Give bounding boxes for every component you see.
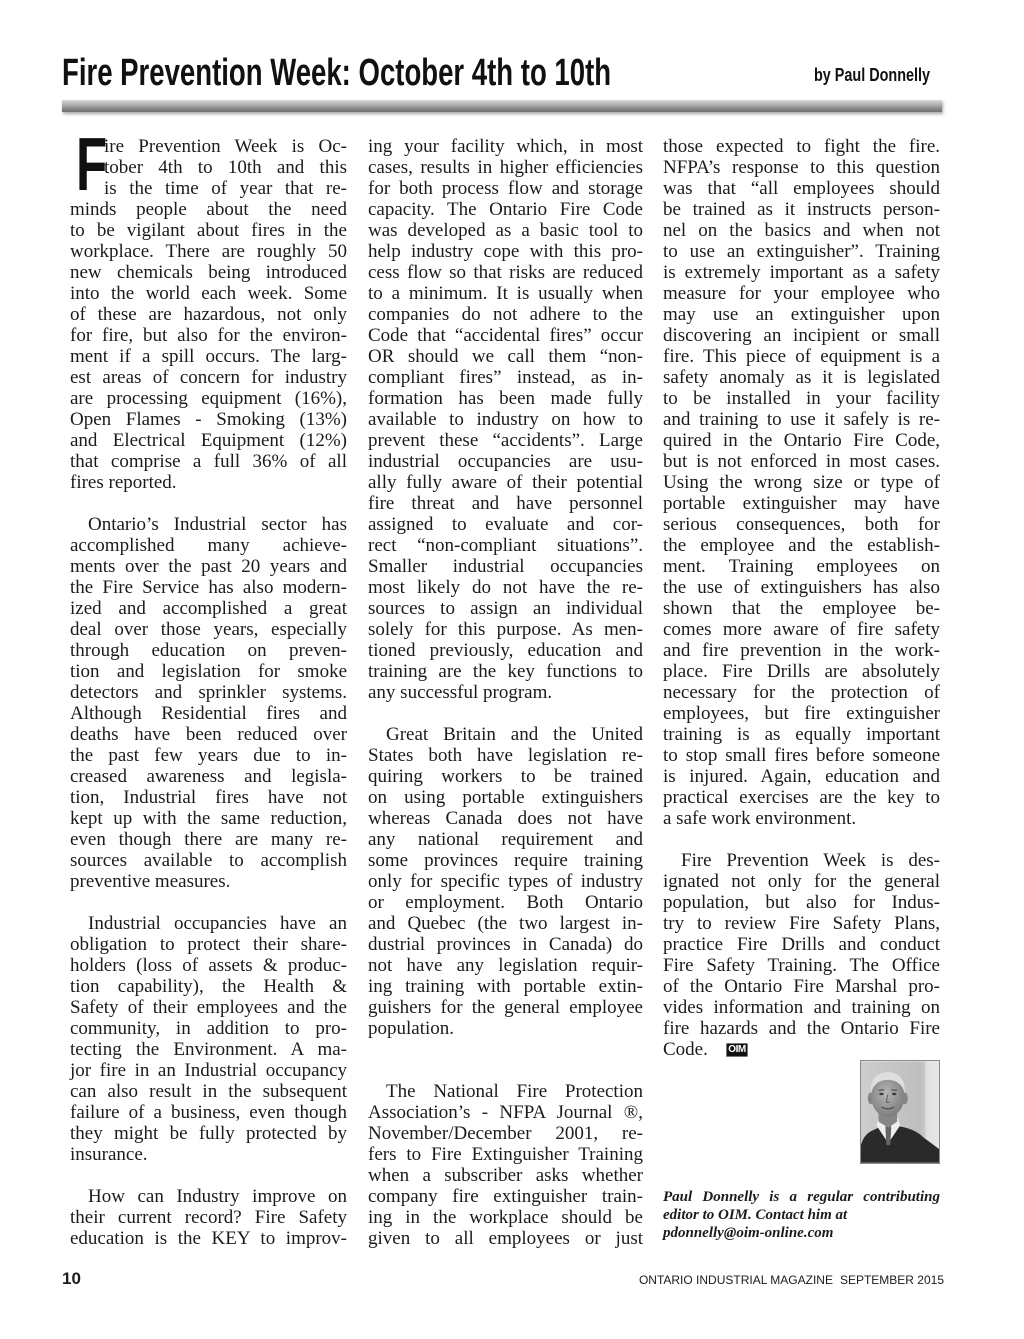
article-column-2: [368, 136, 643, 1270]
text-line: when a subscriber asks whether: [368, 1165, 643, 1186]
text-line: assigned to evaluate and cor-: [368, 514, 643, 535]
author-bio-caption: [663, 1188, 940, 1242]
text-line: the past few years due to in-: [70, 745, 347, 766]
text-line: try to review Fire Safety Plans,: [663, 913, 940, 934]
article-column-1: [70, 122, 347, 1270]
text-line: available to industry on how to: [368, 409, 643, 430]
text-line: tion, Industrial fires have not: [70, 787, 347, 808]
text-line: some provinces require training: [368, 850, 643, 871]
author-portrait-graphic: [861, 1061, 939, 1163]
text-line: company fire extinguisher train-: [368, 1186, 643, 1207]
text-line: ment if a spill occurs. The larg-: [70, 346, 347, 367]
text-line: est areas of concern for industry: [70, 367, 347, 388]
text-line: kept up with the same reduction,: [70, 808, 347, 829]
text-line: Fire Safety Training. The Office: [663, 955, 940, 976]
text-line: quiring workers to be trained: [368, 766, 643, 787]
text-line: preventive measures.: [70, 871, 231, 892]
text-line: tion and legislation for smoke: [70, 661, 347, 682]
text-line: to a minimum. It is usually when: [368, 283, 643, 304]
text-line: can also result in the subsequent: [70, 1081, 347, 1102]
text-line: was that “all employees should: [663, 178, 940, 199]
text-line: quired in the Ontario Fire Code,: [663, 430, 940, 451]
text-line: to use an extinguisher”. Training: [663, 241, 940, 262]
text-line: for both process flow and storage: [368, 178, 643, 199]
text-line: into the world each week. Some: [70, 283, 347, 304]
text-line: tecting the Environment. A ma-: [70, 1039, 347, 1060]
paragraph: [663, 850, 940, 1060]
text-line: ment. Training employees on: [663, 556, 940, 577]
text-line: ally fully aware of their potential: [368, 472, 643, 493]
text-line: Code.: [663, 1039, 708, 1060]
text-line: through education on preven-: [70, 640, 347, 661]
text-line: holders (loss of assets & produc-: [70, 955, 347, 976]
text-line: only for specific types of industry: [368, 871, 643, 892]
text-line: obligation to protect their share-: [70, 934, 347, 955]
text-line: measure for your employee who: [663, 283, 940, 304]
text-line: practical exercises are the key to: [663, 787, 940, 808]
caption-line: editor to OIM. Contact him at: [663, 1207, 848, 1223]
text-line: companies do not adhere to the: [368, 304, 643, 325]
text-line: is extremely important as a safety: [663, 262, 940, 283]
text-line: deaths have been reduced over: [70, 724, 347, 745]
text-line: and training to use it safely is re-: [663, 409, 940, 430]
paragraph: [663, 136, 940, 829]
text-line: the Fire Service has also modern-: [70, 577, 347, 598]
text-line: any national requirement and: [368, 829, 643, 850]
text-line: given to all employees or just: [368, 1228, 643, 1249]
drop-cap: F: [76, 122, 108, 206]
text-line: place. Fire Drills are absolutely: [663, 661, 940, 682]
text-line: compliant fires” instead, as in-: [368, 367, 643, 388]
footer-publication: [639, 1273, 944, 1287]
text-line: was developed as a basic tool to: [368, 220, 643, 241]
text-line: fire. This piece of equipment is a: [663, 346, 940, 367]
text-line: creased awareness and legisla-: [70, 766, 347, 787]
text-line: ments over the past 20 years and: [70, 556, 347, 577]
byline: by Paul Donnelly: [813, 65, 930, 85]
caption-email: pdonnelly@oim-online.com: [663, 1225, 834, 1241]
text-line: or employment. Both Ontario: [368, 892, 643, 913]
text-line: ing your facility which, in most: [368, 136, 643, 157]
text-line: fers to Fire Extinguisher Training: [368, 1144, 643, 1165]
text-line: guishers for the general employee: [368, 997, 643, 1018]
text-line: and Quebec (the two largest in-: [368, 913, 643, 934]
text-line: be trained as it instructs person-: [663, 199, 940, 220]
text-line: formation has been made fully: [368, 388, 643, 409]
text-line: capacity. The Ontario Fire Code: [368, 199, 643, 220]
text-line: The National Fire Protection: [386, 1081, 643, 1102]
text-line: rect “non-compliant situations”.: [368, 535, 643, 556]
text-line: nel on the basics and when not: [663, 220, 940, 241]
text-line: training is as equally important: [663, 724, 940, 745]
paragraph: [70, 913, 347, 1165]
article-title: Fire Prevention Week: October 4th to 10th: [62, 52, 612, 94]
text-line: November/December 2001, re-: [368, 1123, 643, 1144]
text-line: Fire Prevention Week is des-: [681, 850, 940, 871]
text-line: for fire, but also for the environ-: [70, 325, 347, 346]
text-line: sources to assign an individual: [368, 598, 643, 619]
text-line: help industry cope with this pro-: [368, 241, 643, 262]
text-line: is the time of year that re-: [104, 178, 347, 199]
text-line: whereas Canada does not have: [368, 808, 643, 829]
text-line: ing training with portable extin-: [368, 976, 643, 997]
text-line: serious consequences, both for: [663, 514, 940, 535]
text-line: workplace. There are roughly 50: [70, 241, 347, 262]
text-line: that comprise a full 36% of all: [70, 451, 347, 472]
text-line: population, but also for Indus-: [663, 892, 940, 913]
text-line: may use an extinguisher upon: [663, 304, 940, 325]
text-line: tion capability), the Health &: [70, 976, 347, 997]
publication-name: ONTARIO INDUSTRIAL MAGAZINE: [638, 1273, 833, 1287]
paragraph: [70, 514, 347, 892]
text-line: Open Flames - Smoking (13%): [70, 409, 347, 430]
text-line: fires reported.: [70, 472, 177, 493]
text-line: not have any legislation requir-: [368, 955, 643, 976]
oim-end-mark-logo: OIM: [726, 1043, 748, 1057]
text-line: those expected to fight the fire.: [663, 136, 940, 157]
article-column-3: [663, 136, 940, 1081]
text-line: they might be fully protected by: [70, 1123, 347, 1144]
text-line: failure of a business, even though: [70, 1102, 347, 1123]
text-line: jor fire in an Industrial occupancy: [70, 1060, 347, 1081]
text-line: their current record? Fire Safety: [70, 1207, 347, 1228]
text-line: tioned previously, education and: [368, 640, 643, 661]
text-line: Great Britain and the United: [386, 724, 643, 745]
text-line: but is not enforced in most cases.: [663, 451, 940, 472]
text-line: Code that “accidental fires” occur: [368, 325, 643, 346]
text-line: ignated not only for the general: [663, 871, 940, 892]
text-line: to be vigilant about fires in the: [70, 220, 347, 241]
text-line: ire Prevention Week is Oc-: [104, 136, 347, 157]
text-line: practice Fire Drills and conduct: [663, 934, 940, 955]
text-line: the employee and the establish-: [663, 535, 940, 556]
author-photo: [860, 1060, 940, 1164]
text-line: shown that the employee be-: [663, 598, 940, 619]
text-line: on using portable extinguishers: [368, 787, 643, 808]
issue-date: SEPTEMBER 2015: [839, 1273, 944, 1287]
text-line: States both have legislation re-: [368, 745, 643, 766]
text-line: population.: [368, 1018, 455, 1039]
text-line: cases, results in higher efficiencies: [368, 157, 643, 178]
paragraph: [368, 1081, 643, 1249]
text-line: minds people about the need: [70, 199, 347, 220]
text-line: even though there are many re-: [70, 829, 347, 850]
paragraph: [70, 136, 347, 493]
text-line: sources available to accomplish: [70, 850, 347, 871]
text-line: insurance.: [70, 1144, 148, 1165]
text-line: employees, but fire extinguisher: [663, 703, 940, 724]
text-line: and fire prevention in the work-: [663, 640, 940, 661]
text-line: new chemicals being introduced: [70, 262, 347, 283]
text-line: fire threat and have personnel: [368, 493, 643, 514]
paragraph: [368, 724, 643, 1039]
text-line: a safe work environment.: [663, 808, 857, 829]
text-line: portable extinguisher may have: [663, 493, 940, 514]
title-divider-bar: [62, 100, 942, 112]
text-line: Ontario’s Industrial sector has: [88, 514, 347, 535]
text-line: NFPA’s response to this question: [663, 157, 940, 178]
text-line: and Electrical Equipment (12%): [70, 430, 347, 451]
text-line: Safety of their employees and the: [70, 997, 347, 1018]
text-line: ized and accomplished a great: [70, 598, 347, 619]
text-line: OR should we call them “non-: [368, 346, 643, 367]
text-line: safety anomaly as it is legislated: [663, 367, 940, 388]
text-line: ing in the workplace should be: [368, 1207, 643, 1228]
text-line: tober 4th to 10th and this: [104, 157, 347, 178]
text-line: detectors and sprinkler systems.: [70, 682, 347, 703]
text-line: are processing equipment (16%),: [70, 388, 347, 409]
page-number: 10: [62, 1269, 81, 1288]
text-line: community, in addition to pro-: [70, 1018, 347, 1039]
text-line: the use of extinguishers has also: [663, 577, 940, 598]
text-line: any successful program.: [368, 682, 553, 703]
text-line: necessary for the protection of: [663, 682, 940, 703]
paragraph: [70, 1186, 347, 1249]
text-line: to be installed in your facility: [663, 388, 940, 409]
text-line: How can Industry improve on: [88, 1186, 347, 1207]
paragraph: [368, 136, 643, 703]
text-line: comes more aware of fire safety: [663, 619, 940, 640]
text-line: Association’s - NFPA Journal ®,: [368, 1102, 643, 1123]
text-line: education is the KEY to improv-: [70, 1228, 347, 1249]
text-line: dustrial provinces in Canada) do: [368, 934, 643, 955]
text-line: discovering an incipient or small: [663, 325, 940, 346]
text-line: of the Ontario Fire Marshal pro-: [663, 976, 940, 997]
text-line: deal over those years, especially: [70, 619, 347, 640]
text-line: accomplished many achieve-: [70, 535, 347, 556]
text-line: Industrial occupancies have an: [88, 913, 347, 934]
text-line: Although Residential fires and: [70, 703, 347, 724]
text-line: most likely do not have the re-: [368, 577, 643, 598]
text-line: industrial occupancies are usu-: [368, 451, 643, 472]
text-line: Using the wrong size or type of: [663, 472, 940, 493]
text-line: of these are hazardous, not only: [70, 304, 347, 325]
text-line: Smaller industrial occupancies: [368, 556, 643, 577]
caption-line: Paul Donnelly is a regular contributing: [663, 1189, 940, 1205]
text-line: fire hazards and the Ontario Fire: [663, 1018, 940, 1039]
text-line: cess flow so that risks are reduced: [368, 262, 643, 283]
text-line: vides information and training on: [663, 997, 940, 1018]
text-line: is injured. Again, education and: [663, 766, 940, 787]
text-line: training are the key functions to: [368, 661, 643, 682]
text-line: prevent these “accidents”. Large: [368, 430, 643, 451]
text-line: to stop small fires before someone: [663, 745, 940, 766]
text-line: solely for this purpose. As men-: [368, 619, 643, 640]
